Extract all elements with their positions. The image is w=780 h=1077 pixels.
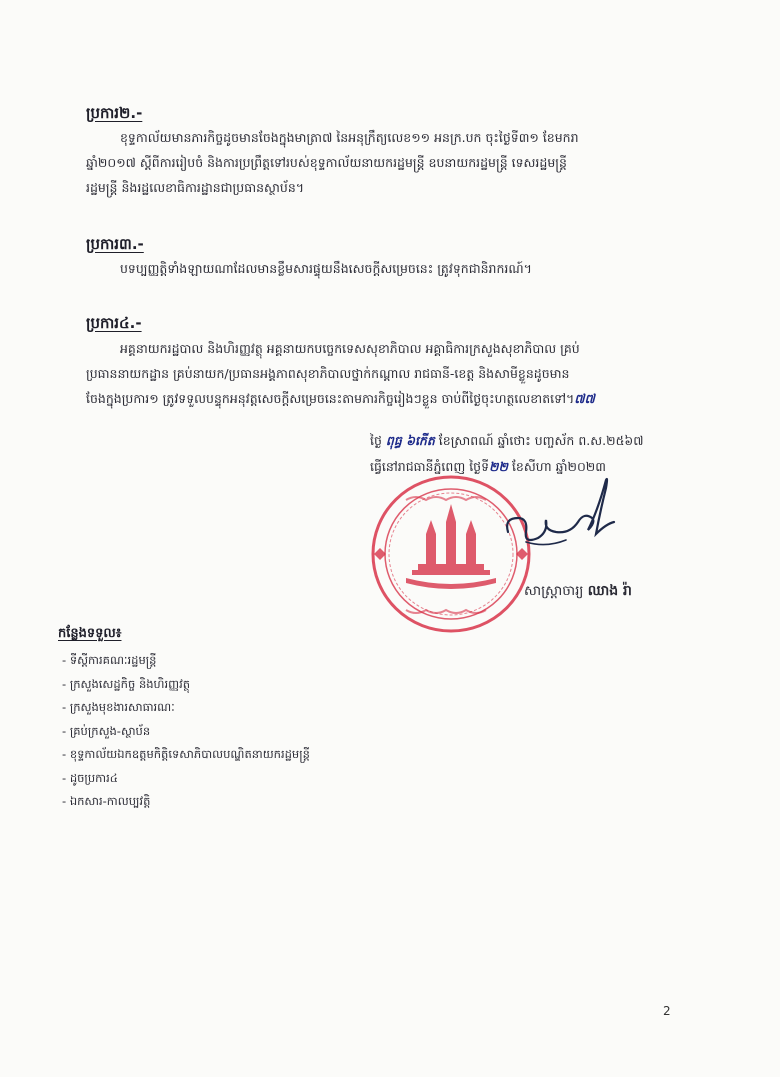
- list-item: - ខុទ្ទកាល័យឯកឧត្តមកិត្តិទេសាភិបាលបណ្ឌិតនាយករដ្ឋមន្ត្រី: [62, 743, 310, 767]
- article-2-line-1: ខុទ្ទកាល័យមានភារកិច្ចដូចមានចែងក្នុងមាត្រា៧ នៃអនុក្រឹត្យលេខ១១ អនក្រ.បក ចុះថ្ងៃទី៣១ ខែមករា: [120, 130, 579, 145]
- article-4-body: [86, 336, 686, 411]
- signatory-name: ឈាង រ៉ា: [587, 583, 632, 599]
- list-item: - គ្រប់ក្រសួង-ស្ថាប័ន: [62, 720, 310, 744]
- article-2-body: [86, 125, 686, 200]
- lunar-date: ថ្ងៃ ពុធ្ធ ៦កើត ខែស្រាពណ៍ ឆ្នាំថោះ បញ្ចស័ក ព.ស.២៥៦៧: [370, 433, 644, 448]
- article-3-body: [86, 256, 686, 281]
- list-item: - ឯកសារ-កាលប្បវត្តិ: [62, 790, 310, 814]
- list-item: - ទីស្ដីការគណៈរដ្ឋមន្ត្រី: [62, 649, 310, 673]
- article-3-heading: ប្រការ៣.-: [86, 235, 144, 253]
- list-item: - ក្រសួងមុខងារសាធារណៈ: [62, 696, 310, 720]
- article-3-line-1: បទប្បញ្ញត្តិទាំងឡាយណាដែលមានខ្លឹមសារផ្ទុយនឹងសេចក្ដីសម្រេចនេះ ត្រូវទុកជានិរាករណ៍។: [120, 261, 532, 276]
- list-item: - ក្រសួងសេដ្ឋកិច្ច និងហិរញ្ញវត្ថុ: [62, 673, 310, 697]
- article-2-heading: ប្រការ២.-: [86, 104, 143, 122]
- article-4-heading: ប្រការ៤.-: [86, 314, 142, 332]
- article-2-line-3: រដ្ឋមន្ត្រី និងរដ្ឋលេខាធិការដ្ឋានជាប្រធានស្ថាប័ន។: [86, 180, 305, 195]
- lunar-date-handwritten: ពុធ្ធ ៦កើត: [385, 433, 435, 448]
- article-2-line-2: ឆ្នាំ២០១៧ ស្ដីពីការរៀបចំ និងការប្រព្រឹត្តទៅរបស់ខុទ្ទកាល័យនាយករដ្ឋមន្ត្រី ឧបនាយករដ្ឋមន្ត្រី ទេសរដ្ឋមន្ត្រី: [86, 155, 567, 170]
- recipients-title: កន្លែងទទួល៖: [58, 626, 122, 641]
- solar-date: ធ្វើនៅរាជធានីភ្នំពេញ ថ្ងៃទី២២ ខែសីហា ឆ្នាំ២០២៣: [370, 459, 606, 474]
- article-4-line-2: ប្រធាននាយកដ្ឋាន គ្រប់នាយក/ប្រធានអង្គភាពសុខាភិបាលថ្នាក់កណ្ដាល រាជធានី-ខេត្ត និងសាមីខ្លួនដូចមាន: [86, 366, 570, 381]
- article-4-line-1: អគ្គនាយករដ្ឋបាល និងហិរញ្ញវត្ថុ អគ្គនាយកបច្ចេកទេសសុខាភិបាល អគ្គាធិការក្រសួងសុខាភិបាល គ្រប់: [120, 341, 580, 356]
- page-number: 2: [663, 1004, 671, 1018]
- list-item: - ដូចប្រការ៤: [62, 767, 310, 791]
- solar-date-handwritten: ២២: [489, 459, 508, 474]
- handwritten-mark: ៧៧: [574, 391, 595, 406]
- signatory-title: សាស្ត្រាចារ្យ: [524, 583, 584, 599]
- article-4-line-3: ចែងក្នុងប្រការ១ ត្រូវទទួលបន្ទុកអនុវត្តសេចក្ដីសម្រេចនេះតាមភារកិច្ចរៀងៗខ្លួន ចាប់ពីថ្ងៃចុះហត្ថលេខាតទៅ។៧៧: [86, 391, 595, 406]
- signature: [478, 470, 628, 580]
- signatory: [524, 581, 632, 602]
- recipients-list: [62, 649, 310, 814]
